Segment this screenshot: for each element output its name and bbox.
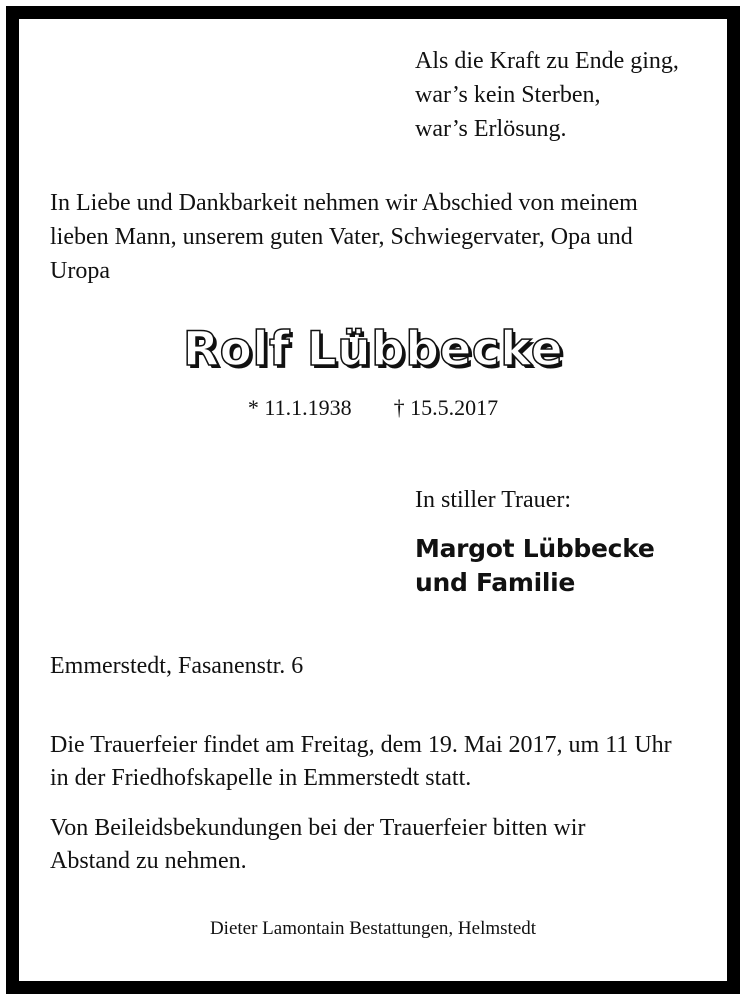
mourner-name: Margot Lübbecke (415, 534, 655, 563)
poem-line: war’s Erlösung. (415, 116, 567, 142)
intro-line: lieben Mann, unserem guten Vater, Schwiegervater, Opa und (50, 224, 633, 250)
mourning-label: In stiller Trauer: (415, 487, 571, 513)
mourner-family: und Familie (415, 568, 576, 597)
intro-text (50, 186, 700, 288)
funeral-home-footer: Dieter Lamontain Bestattungen, Helmstedt (209, 918, 537, 939)
ceremony-line: Die Trauerfeier findet am Freitag, dem 19. Mai 2017, um 11 Uhr (50, 732, 672, 758)
mourners-block (415, 532, 655, 600)
intro-line: Uropa (50, 258, 110, 284)
death-date: † 15.5.2017 (393, 395, 499, 420)
condolence-text (50, 812, 698, 878)
deceased-name: Rolf Lübbecke (182, 322, 564, 377)
birth-date: * 11.1.1938 (247, 395, 352, 420)
address: Emmerstedt, Fasanenstr. 6 (50, 653, 304, 679)
poem-verse (415, 44, 679, 146)
condolence-line: Abstand zu nehmen. (50, 848, 247, 874)
life-dates (0, 394, 746, 422)
poem-line: Als die Kraft zu Ende ging, (415, 48, 679, 74)
ceremony-line: in der Friedhofskapelle in Emmerstedt statt. (50, 765, 472, 791)
intro-line: In Liebe und Dankbarkeit nehmen wir Abschied von meinem (50, 190, 638, 216)
condolence-line: Von Beileidsbekundungen bei der Trauerfeier bitten wir (50, 815, 586, 841)
poem-line: war’s kein Sterben, (415, 82, 601, 108)
ceremony-text (50, 729, 700, 795)
